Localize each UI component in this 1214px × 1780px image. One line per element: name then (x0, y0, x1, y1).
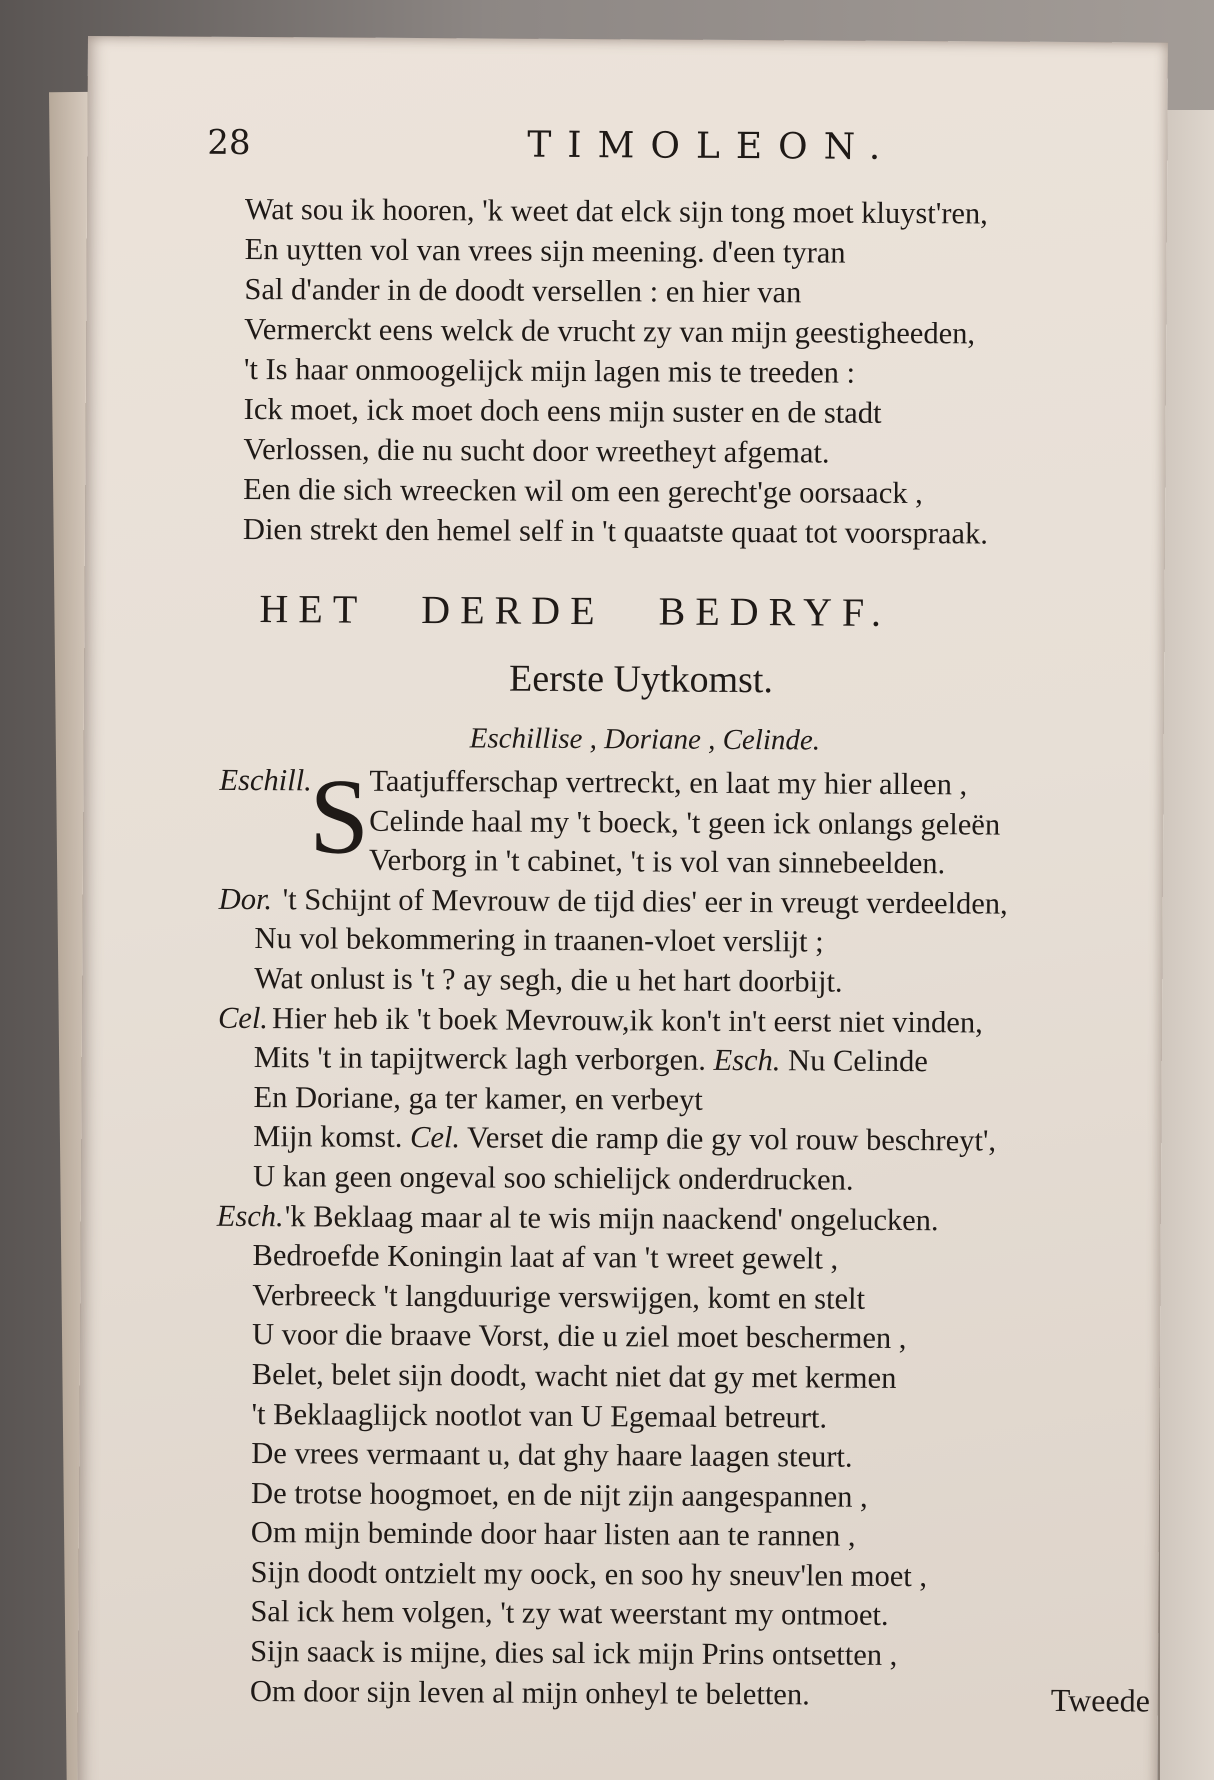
line-text: Om door sijn leven al mijn onheyl te beletten. (249, 1673, 810, 1712)
line-text: Bedroefde Koningin laat af van 't wreet gewelt , (252, 1238, 839, 1276)
cast-list: Eschillise , Doriane , Celinde. (469, 722, 821, 757)
verse-line: 't Is haar onmoogelijck mijn lagen mis te treeden : (243, 351, 856, 390)
verse-line: Ick moet, ick moet doch eens mijn suster en de stadt (243, 391, 882, 430)
line-text-part: Nu Celinde (787, 1043, 928, 1079)
next-page-edge (1158, 110, 1214, 1780)
act-heading-word: DERDE (421, 587, 605, 634)
page-header (207, 123, 1107, 188)
line-text: De vrees vermaant u, dat ghy haare laagen steurt. (251, 1436, 853, 1474)
line-text: Wat onlust is 't ? ay segh, die u het hart doorbijt. (254, 961, 843, 999)
line-text: Om mijn beminde door haar listen aan te rannen , (250, 1515, 856, 1553)
line-text: Verbreeck 't langduurige verswijgen, komt en stelt (252, 1277, 866, 1316)
line-text: Taatjufferschap vertreckt, en laat my hier alleen , (369, 763, 968, 802)
drop-cap: S (308, 757, 370, 877)
line-text: Hier heb ik 't boek Mevrouw,ik kon't in't eerst niet vinden, (271, 1000, 983, 1040)
line-text: Sal ick hem volgen, 't zy wat weerstant my ontmoet. (250, 1594, 889, 1633)
line-text: Nu vol bekommering in traanen-vloet verslijt ; (254, 921, 824, 959)
line-text: 't Beklaaglijck nootlot van U Egemaal betreurt. (251, 1396, 828, 1435)
line-text-part: Mits 't in tapijtwerck lagh verborgen. (253, 1040, 707, 1077)
speaker-label: Dor. (218, 881, 273, 916)
line-text: Verborg in 't cabinet, 't is vol van sinnebeelden. (368, 842, 946, 881)
page-number: 28 (207, 122, 251, 163)
verse-line: Een die sich wreecken wil om een gerecht'ge oorsaack , (243, 471, 923, 511)
act-heading-word: BEDRYF. (658, 588, 892, 635)
scene-title: Eerste Uytkomst. (508, 657, 774, 702)
line-text: 'k Beklaag maar al te wis mijn naackend' ongelucken. (284, 1198, 939, 1237)
book-page (77, 36, 1168, 1780)
speaker-label-inline: Esch. (713, 1042, 781, 1078)
line-text: Celinde haal my 't boeck, 't geen ick onlangs geleën (369, 803, 1001, 842)
line-text: 't Schijnt of Mevrouw de tijd dies' eer in vreugt verdeelden, (282, 881, 1008, 921)
verse-line: Wat sou ik hooren, 'k weet dat elck sijn tong moet kluyst'ren, (244, 191, 988, 231)
line-text: Sijn saack is mijne, dies sal ick mijn Prins ontsetten , (250, 1634, 898, 1673)
line-text: De trotse hoogmoet, en de nijt zijn aangespannen , (251, 1475, 868, 1514)
speaker-label: Esch. (216, 1198, 284, 1233)
verse-block-top (243, 189, 990, 554)
act-heading-word: HET (259, 586, 368, 632)
line-text (253, 1117, 996, 1161)
verse-line: Vermerckt eens welck de vrucht zy van mijn geestigheeden, (244, 311, 976, 351)
speaker-label-inline: Cel. (409, 1120, 461, 1155)
act-heading (259, 585, 891, 636)
running-title: TIMOLEON. (527, 124, 897, 168)
speaker-label: Eschill. (219, 762, 312, 798)
verse-line: En uytten vol van vrees sijn meening. d'een tyran (244, 231, 846, 270)
catchword: Tweede (1050, 1681, 1150, 1719)
line-text (254, 1038, 928, 1082)
line-text-part: Verset die ramp die gy vol rouw beschreyt', (467, 1120, 997, 1158)
line-text: Sijn doodt ontzielt my oock, en soo hy sneuv'len moet , (250, 1554, 928, 1594)
line-text: En Doriane, ga ter kamer, en verbeyt (253, 1079, 703, 1117)
dialogue (214, 757, 1008, 1712)
verse-line: Dien strekt den hemel self in 't quaatste quaat tot voorspraak. (242, 511, 988, 551)
line-text: Belet, belet sijn doodt, wacht niet dat gy met kermen (251, 1356, 897, 1395)
verse-line: Sal d'ander in de doodt versellen : en hier van (244, 271, 802, 310)
speaker-label: Cel. (217, 1000, 269, 1035)
line-text: U voor die braave Vorst, die u ziel moet beschermen , (251, 1317, 907, 1356)
line-text-part: Mijn komst. (253, 1119, 403, 1155)
line-text: U kan geen ongeval soo schielijck onderdrucken. (252, 1158, 854, 1197)
verse-line: Verlossen, die nu sucht door wreetheyt afgemat. (243, 431, 830, 470)
